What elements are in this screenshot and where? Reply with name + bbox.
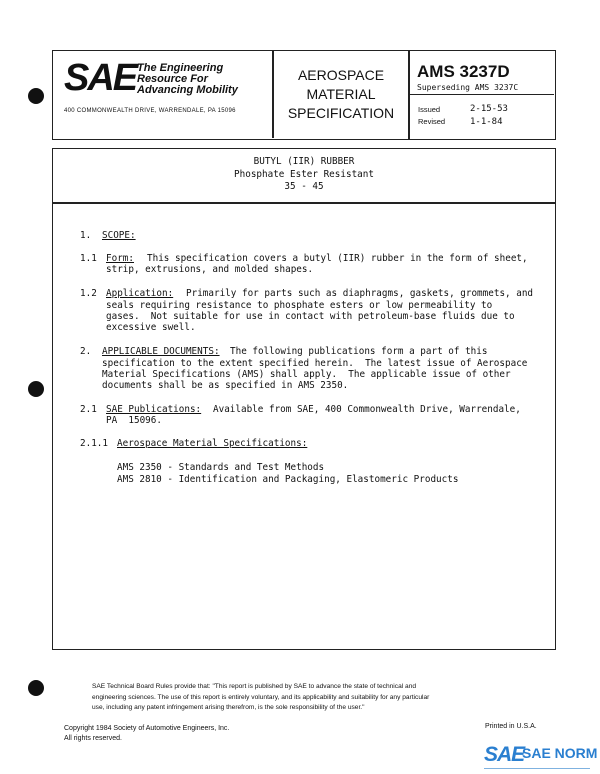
tagline-line-3: Advancing Mobility bbox=[137, 84, 238, 96]
section-2-1-number: 2.1 bbox=[80, 404, 97, 415]
section-1-2-text-2: seals requiring resistance to phosphate esters or low permeability to bbox=[106, 300, 493, 311]
document-type-title bbox=[274, 66, 408, 123]
title-specification: SPECIFICATION bbox=[287, 105, 395, 121]
section-1-1-text-1: This specification covers a butyl (IIR) rubber in the form of sheet, bbox=[147, 253, 528, 264]
section-2-text-3: Material Specifications (AMS) shall apply. The applicable issue of other bbox=[102, 369, 511, 380]
section-2-title: APPLICABLE DOCUMENTS: bbox=[102, 346, 220, 357]
binding-hole-middle bbox=[28, 381, 44, 397]
section-2-1-1-number: 2.1.1 bbox=[80, 438, 108, 449]
section-1-1-number: 1.1 bbox=[80, 253, 97, 264]
watermark-logo: SAE bbox=[484, 743, 525, 766]
doc-number: AMS 3237D bbox=[417, 62, 510, 81]
sae-tagline bbox=[137, 63, 238, 96]
material-property: Phosphate Ester Resistant bbox=[234, 168, 374, 180]
section-1-number: 1. bbox=[80, 230, 92, 241]
reference-ams-2350: AMS 2350 - Standards and Test Methods bbox=[117, 462, 325, 473]
notice-line-3: use, including any patent infringement arising therefrom, is the sole responsibility of the user." bbox=[92, 704, 365, 711]
printed-in: Printed in U.S.A. bbox=[485, 723, 537, 730]
reference-ams-2810: AMS 2810 - Identification and Packaging, Elastomeric Products bbox=[117, 474, 459, 485]
section-2-1-text-1: Available from SAE, 400 Commonwealth Drive, Warrendale, bbox=[213, 404, 521, 415]
section-2-1-1-title: Aerospace Material Specifications: bbox=[117, 438, 308, 449]
tagline-line-2: Resource For bbox=[137, 73, 208, 85]
material-hardness: 35 - 45 bbox=[284, 181, 324, 192]
section-1-2-number: 1.2 bbox=[80, 288, 97, 299]
notice-line-1: SAE Technical Board Rules provide that: "This report is published by SAE to advance the state of technical and bbox=[92, 683, 417, 690]
technical-board-notice bbox=[92, 682, 562, 714]
section-2-text-4: documents shall be as specified in AMS 2350. bbox=[102, 380, 349, 391]
section-1-2-text-4: excessive swell. bbox=[106, 322, 196, 333]
watermark-underline bbox=[484, 768, 590, 769]
section-2-text-1: The following publications form a part of this bbox=[230, 346, 488, 357]
title-separator-line bbox=[52, 202, 556, 204]
issued-label: Issued bbox=[418, 105, 441, 114]
issued-date: 2-15-53 bbox=[470, 104, 508, 114]
section-1-1-text-2: strip, extrusions, and molded shapes. bbox=[106, 264, 314, 275]
title-aerospace: AEROSPACE bbox=[297, 67, 385, 83]
superseding-note: Superseding AMS 3237C bbox=[417, 83, 519, 92]
section-1-title: SCOPE: bbox=[102, 230, 136, 241]
rights-reserved: All rights reserved. bbox=[64, 735, 122, 742]
section-2-1-title: SAE Publications: bbox=[106, 404, 202, 415]
section-1-1-title: Form: bbox=[106, 253, 134, 264]
tagline-line-1: The Engineering bbox=[137, 62, 224, 74]
title-material: MATERIAL bbox=[306, 86, 376, 102]
section-2-1-text-2: PA 15096. bbox=[106, 415, 162, 426]
binding-hole-bottom bbox=[28, 680, 44, 696]
material-title bbox=[52, 156, 556, 194]
notice-line-2: engineering sciences. The use of this report is entirely voluntary, and its applicability and suitability for any particular bbox=[92, 693, 430, 701]
section-2-text-2: specification to the extent specified herein. The latest issue of Aerospace bbox=[102, 358, 528, 369]
revised-label: Revised bbox=[418, 117, 446, 126]
section-1-2-title: Application: bbox=[106, 288, 174, 299]
sae-logo: SAE bbox=[64, 57, 137, 99]
content-frame bbox=[52, 148, 556, 650]
section-1-2-text-1: Primarily for parts such as diaphragms, gaskets, grommets, and bbox=[186, 288, 534, 299]
revised-date: 1-1-84 bbox=[470, 117, 503, 127]
sae-address: 400 COMMONWEALTH DRIVE, WARRENDALE, PA 15096 bbox=[64, 108, 236, 114]
section-1-2-text-3: gases. Not suitable for use in contact with petroleum-base fluids due to bbox=[106, 311, 515, 322]
copyright: Copyright 1984 Society of Automotive Engineers, Inc. bbox=[64, 725, 230, 732]
watermark-text: SAE NORM bbox=[522, 745, 598, 761]
doc-number-underline bbox=[410, 94, 554, 95]
material-name: BUTYL (IIR) RUBBER bbox=[253, 156, 355, 167]
binding-hole-top bbox=[28, 88, 44, 104]
section-2-number: 2. bbox=[80, 346, 92, 357]
